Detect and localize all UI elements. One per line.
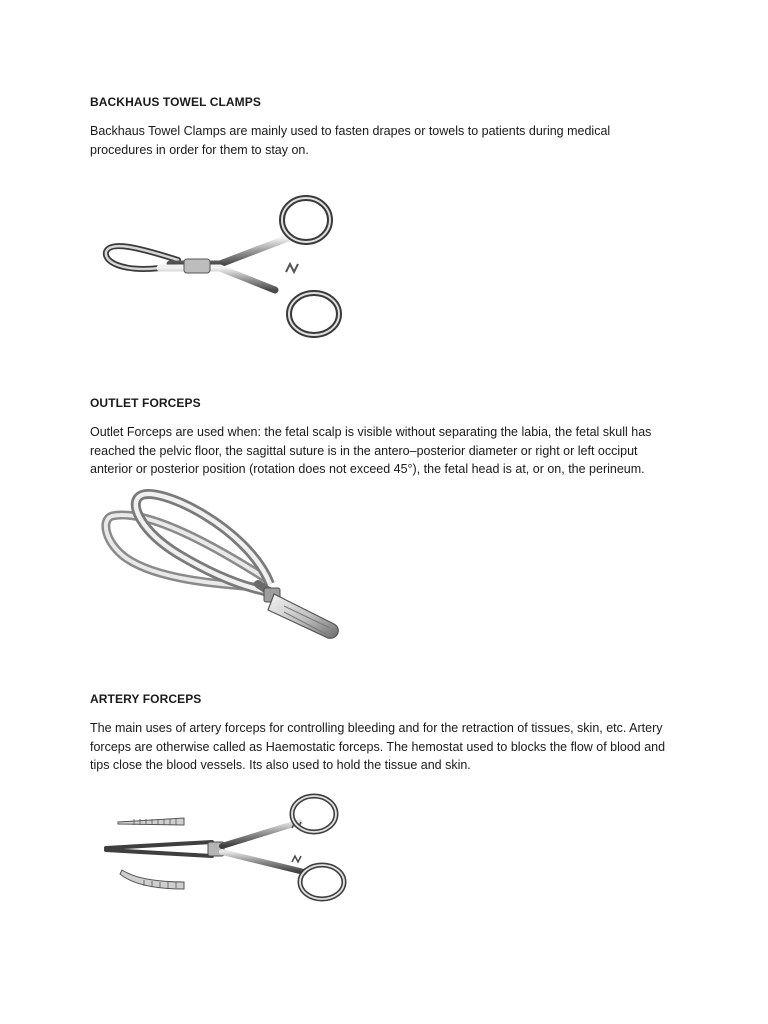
paragraph-line: procedures in order for them to stay on. [90,142,309,157]
towel-clamp-icon [100,190,350,340]
serrated-tip-detail-straight [118,818,184,825]
paragraph-line: tips close the blood vessels. Its also used to hold the tissue and skin. [90,758,471,772]
towel-clamp-image [100,190,350,340]
artery-forceps-image [104,792,354,904]
section-heading: BACKHAUS TOWEL CLAMPS [90,95,261,109]
section-heading: ARTERY FORCEPS [90,692,202,706]
section-paragraph [90,122,690,159]
paragraph-line: Outlet Forceps are used when: the fetal scalp is visible without separating the labia, the fetal skull has [90,425,652,439]
serrated-tip-detail-curved [120,870,184,889]
paragraph-line: anterior or posterior position (rotation does not exceed 45°), the fetal head is at, or on, the perineum. [90,462,645,476]
section-heading: OUTLET FORCEPS [90,396,201,410]
section-backhaus-towel-clamps [90,95,690,159]
paragraph-line: forceps are otherwise called as Haemostatic forceps. The hemostat used to blocks the flow of blood and [90,739,666,754]
section-paragraph [90,719,690,775]
section-outlet-forceps [90,396,690,479]
obstetric-forceps-icon [98,488,348,653]
outlet-forceps-image [98,488,348,653]
section-paragraph [90,423,690,479]
paragraph-line: Backhaus Towel Clamps are mainly used to fasten drapes or towels to patients during medical [90,124,611,138]
section-artery-forceps [90,692,690,775]
hemostat-icon [104,792,354,904]
paragraph-line: The main uses of artery forceps for controlling bleeding and for the retraction of tissues, skin, etc. Artery [90,721,663,735]
paragraph-line: reached the pelvic floor, the sagittal suture is in the antero–posterior diameter or right or left occiput [90,443,638,458]
